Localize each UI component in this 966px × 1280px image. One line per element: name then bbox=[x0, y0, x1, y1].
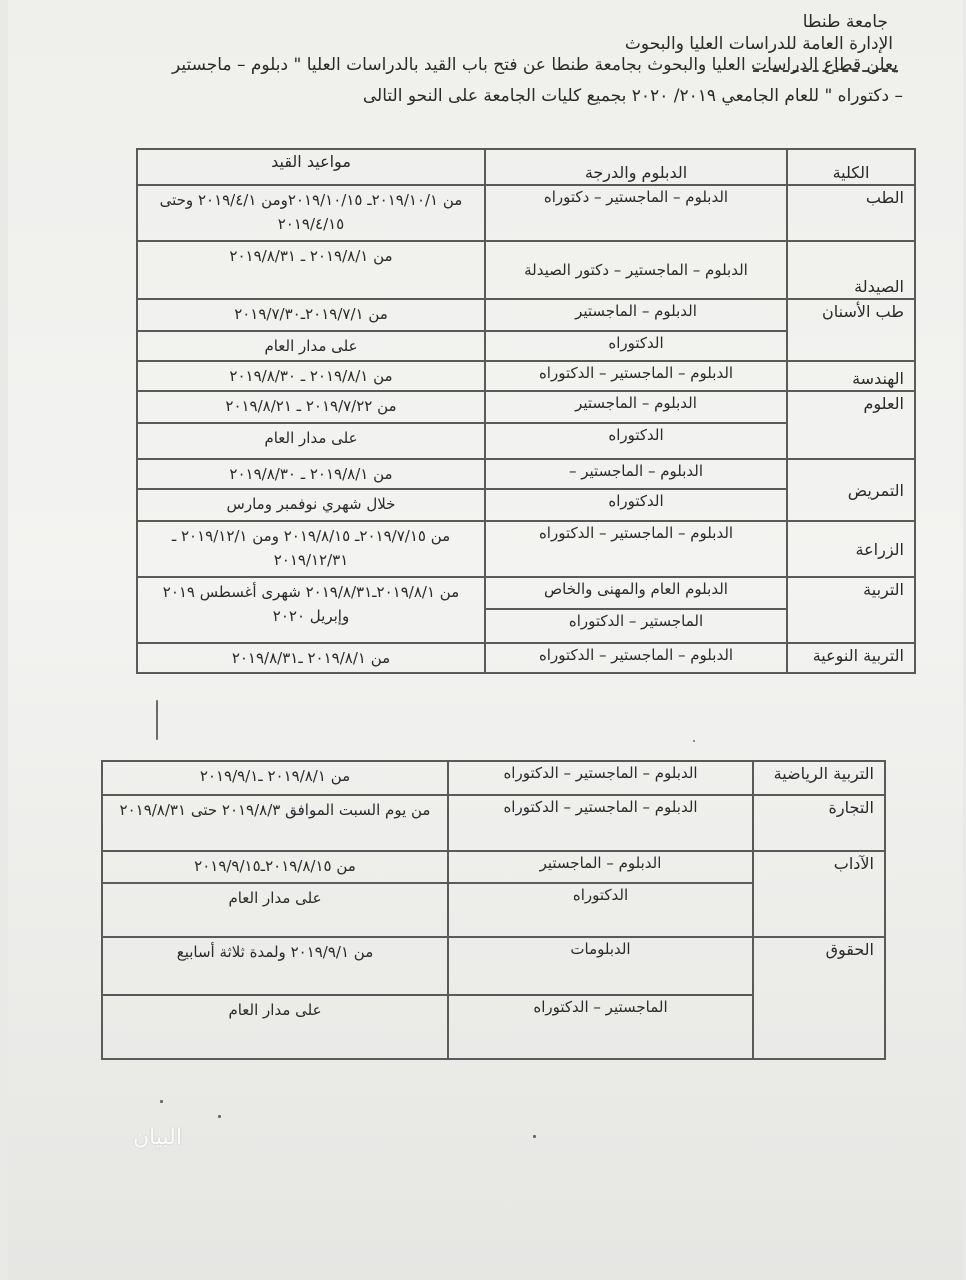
scan-speck bbox=[693, 740, 695, 742]
department-name: الإدارة العامة للدراسات العليا والبحوث bbox=[624, 34, 893, 54]
faculty-cell: الزراعة bbox=[787, 521, 915, 577]
university-name: جامعة طنطا bbox=[802, 12, 888, 32]
faculty-cell: الصيدلة bbox=[787, 241, 915, 299]
scan-mark bbox=[156, 700, 158, 740]
registration-table-1 bbox=[136, 148, 916, 674]
degree-cell: الدبلوم – الماجستير bbox=[485, 299, 787, 331]
dates-cell: على مدار العام bbox=[102, 995, 448, 1059]
table-row bbox=[137, 299, 915, 331]
faculty-cell: التجارة bbox=[753, 795, 885, 851]
header-dates: مواعيد القيد bbox=[137, 149, 485, 185]
degree-cell: الدبلوم – الماجستير – الدكتوراه bbox=[485, 521, 787, 577]
degree-cell: الدبلوم – الماجستير – دكتور الصيدلة bbox=[485, 241, 787, 299]
table-header-row bbox=[137, 149, 915, 185]
dates-cell: من ٢٠١٩/٧/٢٢ ـ ٢٠١٩/٨/٢١ bbox=[137, 391, 485, 423]
dates-cell: من ٢٠١٩/١٠/١ـ ٢٠١٩/١٠/١٥ومن ٢٠١٩/٤/١ وحتى ٢٠١٩/٤/١٥ bbox=[137, 185, 485, 241]
dates-cell: من ٢٠١٩/٨/١٥ـ٢٠١٩/٩/١٥ bbox=[102, 851, 448, 883]
table-row bbox=[137, 185, 915, 241]
dates-cell: من يوم السبت الموافق ٢٠١٩/٨/٣ حتى ٢٠١٩/٨/٣١ bbox=[102, 795, 448, 851]
faculty-cell: التربية النوعية bbox=[787, 643, 915, 673]
faculty-cell: الطب bbox=[787, 185, 915, 241]
faculty-cell: العلوم bbox=[787, 391, 915, 459]
table-row bbox=[137, 577, 915, 609]
dates-cell: خلال شهري نوفمبر ومارس bbox=[137, 489, 485, 521]
faculty-cell: طب الأسنان bbox=[787, 299, 915, 361]
header-faculty: الكلية bbox=[787, 149, 915, 185]
table-row bbox=[137, 643, 915, 673]
degree-cell: الدكتوراه bbox=[448, 883, 753, 937]
table-row bbox=[137, 459, 915, 489]
scan-speck bbox=[533, 1135, 536, 1138]
intro-line-1: يعلن قطاع الدراسات العليا والبحوث بجامعة طنطا عن فتح باب القيد بالدراسات العليا " دبلوم – ماجستير bbox=[171, 55, 898, 75]
faculty-cell: الحقوق bbox=[753, 937, 885, 1059]
dates-cell: من ٢٠١٩/٨/١ ـ ٢٠١٩/٨/٣٠ bbox=[137, 361, 485, 391]
table-row bbox=[137, 391, 915, 423]
table-row bbox=[137, 241, 915, 299]
dates-cell: من ٢٠١٩/٨/١ ـ٢٠١٩/٩/١ bbox=[102, 761, 448, 795]
degree-cell: الدبلوم – الماجستير bbox=[448, 851, 753, 883]
degree-cell: الدبلوم العام والمهنى والخاص bbox=[485, 577, 787, 609]
degree-cell: الدكتوراه bbox=[485, 331, 787, 361]
dates-cell: على مدار العام bbox=[102, 883, 448, 937]
table-row bbox=[102, 851, 885, 883]
dates-cell: على مدار العام bbox=[137, 331, 485, 361]
faculty-cell: التربية bbox=[787, 577, 915, 643]
degree-cell: الماجستير – الدكتوراه bbox=[485, 609, 787, 643]
faculty-cell: التمريض bbox=[787, 459, 915, 521]
watermark-logo: البيان bbox=[133, 1125, 182, 1150]
degree-cell: الدبلومات bbox=[448, 937, 753, 995]
dates-cell: من ٢٠١٩/٨/١ ـ٢٠١٩/٨/٣١ bbox=[137, 643, 485, 673]
degree-cell: الدبلوم – الماجستير – دكتوراه bbox=[485, 185, 787, 241]
dates-cell: من ٢٠١٩/٧/١ـ٢٠١٩/٧/٣٠ bbox=[137, 299, 485, 331]
degree-cell: الدكتوراه bbox=[485, 489, 787, 521]
scan-speck bbox=[218, 1115, 221, 1118]
degree-cell: الدبلوم – الماجستير bbox=[485, 391, 787, 423]
degree-cell: الدبلوم – الماجستير – الدكتوراه bbox=[485, 643, 787, 673]
degree-cell: الدبلوم – الماجستير – bbox=[485, 459, 787, 489]
faculty-cell: الهندسة bbox=[787, 361, 915, 391]
scanned-paper bbox=[8, 0, 963, 1280]
dates-cell: من ٢٠١٩/٧/١٥ـ ٢٠١٩/٨/١٥ ومن ٢٠١٩/١٢/١ ـ ٢٠١٩/١٢/٣١ bbox=[137, 521, 485, 577]
faculty-cell: الآداب bbox=[753, 851, 885, 937]
table-row bbox=[102, 795, 885, 851]
dates-cell: من ٢٠١٩/٨/١ـ٢٠١٩/٨/٣١ شهرى أغسطس ٢٠١٩ وإبريل ٢٠٢٠ bbox=[137, 577, 485, 643]
scan-speck bbox=[160, 1100, 163, 1103]
table-row bbox=[102, 937, 885, 995]
degree-cell: الدبلوم – الماجستير – الدكتوراه bbox=[485, 361, 787, 391]
table-row bbox=[137, 361, 915, 391]
table-row bbox=[102, 761, 885, 795]
degree-cell: الدكتوراه bbox=[485, 423, 787, 459]
table-row bbox=[137, 521, 915, 577]
header-degree: الدبلوم والدرجة bbox=[485, 149, 787, 185]
dates-cell: من ٢٠١٩/٨/١ ـ ٢٠١٩/٨/٣٠ bbox=[137, 459, 485, 489]
intro-line-2: – دكتوراه " للعام الجامعي ٢٠١٩/ ٢٠٢٠ بجميع كليات الجامعة على النحو التالى bbox=[362, 86, 903, 106]
degree-cell: الدبلوم – الماجستير – الدكتوراه bbox=[448, 795, 753, 851]
degree-cell: الماجستير – الدكتوراه bbox=[448, 995, 753, 1059]
degree-cell: الدبلوم – الماجستير – الدكتوراه bbox=[448, 761, 753, 795]
faculty-cell: التربية الرياضية bbox=[753, 761, 885, 795]
dates-cell: من ٢٠١٩/٩/١ ولمدة ثلاثة أسابيع bbox=[102, 937, 448, 995]
registration-table-2 bbox=[101, 760, 886, 1060]
dates-cell: من ٢٠١٩/٨/١ ـ ٢٠١٩/٨/٣١ bbox=[137, 241, 485, 299]
dates-cell: على مدار العام bbox=[137, 423, 485, 459]
